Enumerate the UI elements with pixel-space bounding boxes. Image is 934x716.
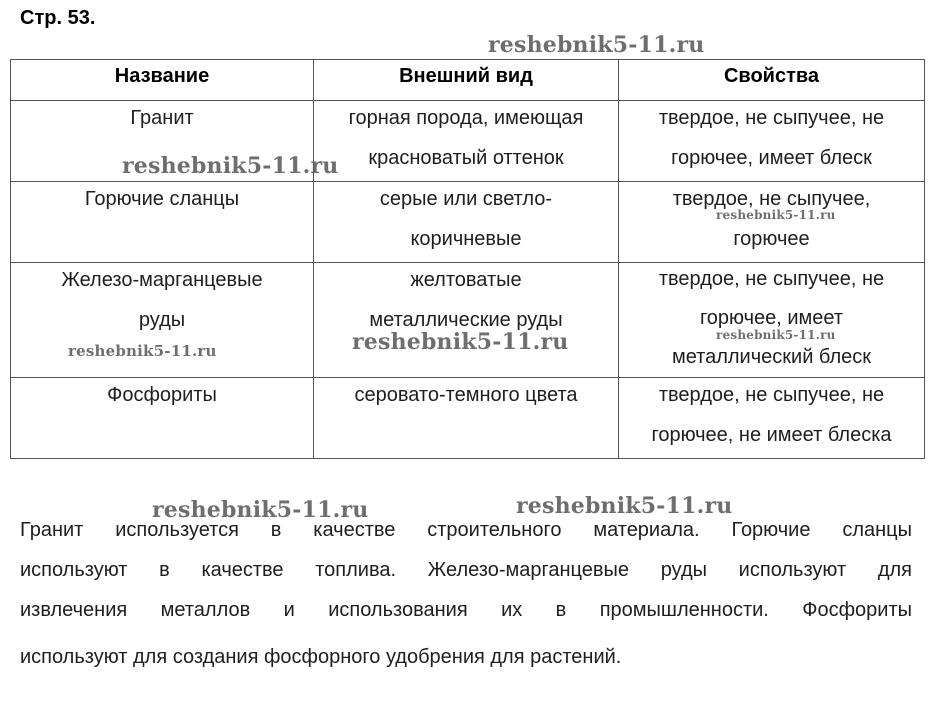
cell-line: горючее, не имеет блеска (651, 424, 892, 446)
watermark: reshebnik5-11.ru (122, 153, 339, 179)
cell-line: Гранит (130, 107, 194, 129)
watermark: reshebnik5-11.ru (352, 329, 569, 355)
cell-line: горючее, имеет (699, 307, 844, 329)
cell-appearance (314, 263, 619, 378)
answer-paragraph (20, 510, 912, 677)
cell-line: Фосфориты (107, 384, 217, 406)
cell-properties (619, 378, 925, 459)
paragraph-line: используют в качестве топлива. Железо-марганцевые руды используют для (20, 559, 912, 581)
cell-line: Горючие сланцы (84, 188, 240, 210)
cell-line: серые или светло- (379, 188, 553, 210)
cell-line: горючее, имеет блеск (671, 147, 872, 169)
cell-line: желтоватые (410, 269, 522, 291)
cell-line: твердое, не сыпучее, (672, 188, 871, 210)
table-header-row (11, 60, 925, 101)
cell-name (11, 101, 314, 182)
page-title: Стр. 53. (20, 7, 96, 29)
cell-line: твердое, не сыпучее, не (658, 384, 885, 406)
watermark: reshebnik5-11.ru (716, 328, 836, 342)
cell-properties (619, 182, 925, 263)
cell-name (11, 263, 314, 378)
cell-line: Железо-марганцевые (61, 269, 263, 291)
header-appearance: Внешний вид (314, 60, 619, 101)
watermark: reshebnik5-11.ru (516, 493, 733, 519)
cell-line: твердое, не сыпучее, не (658, 107, 885, 129)
cell-line: серовато-темного цвета (354, 384, 578, 406)
watermark: reshebnik5-11.ru (152, 497, 369, 523)
cell-line: металлические руды (369, 309, 563, 331)
cell-line: руды (138, 309, 186, 331)
cell-appearance (314, 378, 619, 459)
watermark: reshebnik5-11.ru (716, 208, 836, 222)
cell-line: горючее (733, 228, 810, 250)
cell-line: горная порода, имеющая (348, 107, 584, 129)
rocks-table (10, 59, 925, 459)
cell-appearance (314, 101, 619, 182)
table-row (11, 101, 925, 182)
paragraph-line: используют для создания фосфорного удобрения для растений. (20, 646, 622, 668)
cell-line: твердое, не сыпучее, не (658, 268, 885, 290)
paragraph-line: извлечения металлов и использования их в промышленности. Фосфориты (20, 599, 912, 621)
watermark: reshebnik5-11.ru (488, 32, 705, 58)
cell-properties (619, 101, 925, 182)
header-name: Название (11, 60, 314, 101)
cell-name (11, 378, 314, 459)
table-row (11, 378, 925, 459)
paragraph-line: Гранит используется в качестве строительного материала. Горючие сланцы (20, 519, 912, 541)
header-properties: Свойства (619, 60, 925, 101)
watermark: reshebnik5-11.ru (68, 342, 217, 360)
table-row (11, 182, 925, 263)
cell-line: красноватый оттенок (368, 147, 564, 169)
table-row (11, 263, 925, 378)
cell-properties: твердое, не сыпучее, не горючее, имеет металлический блеск (619, 263, 925, 378)
cell-appearance (314, 182, 619, 263)
cell-line: коричневые (410, 228, 522, 250)
cell-name (11, 182, 314, 263)
